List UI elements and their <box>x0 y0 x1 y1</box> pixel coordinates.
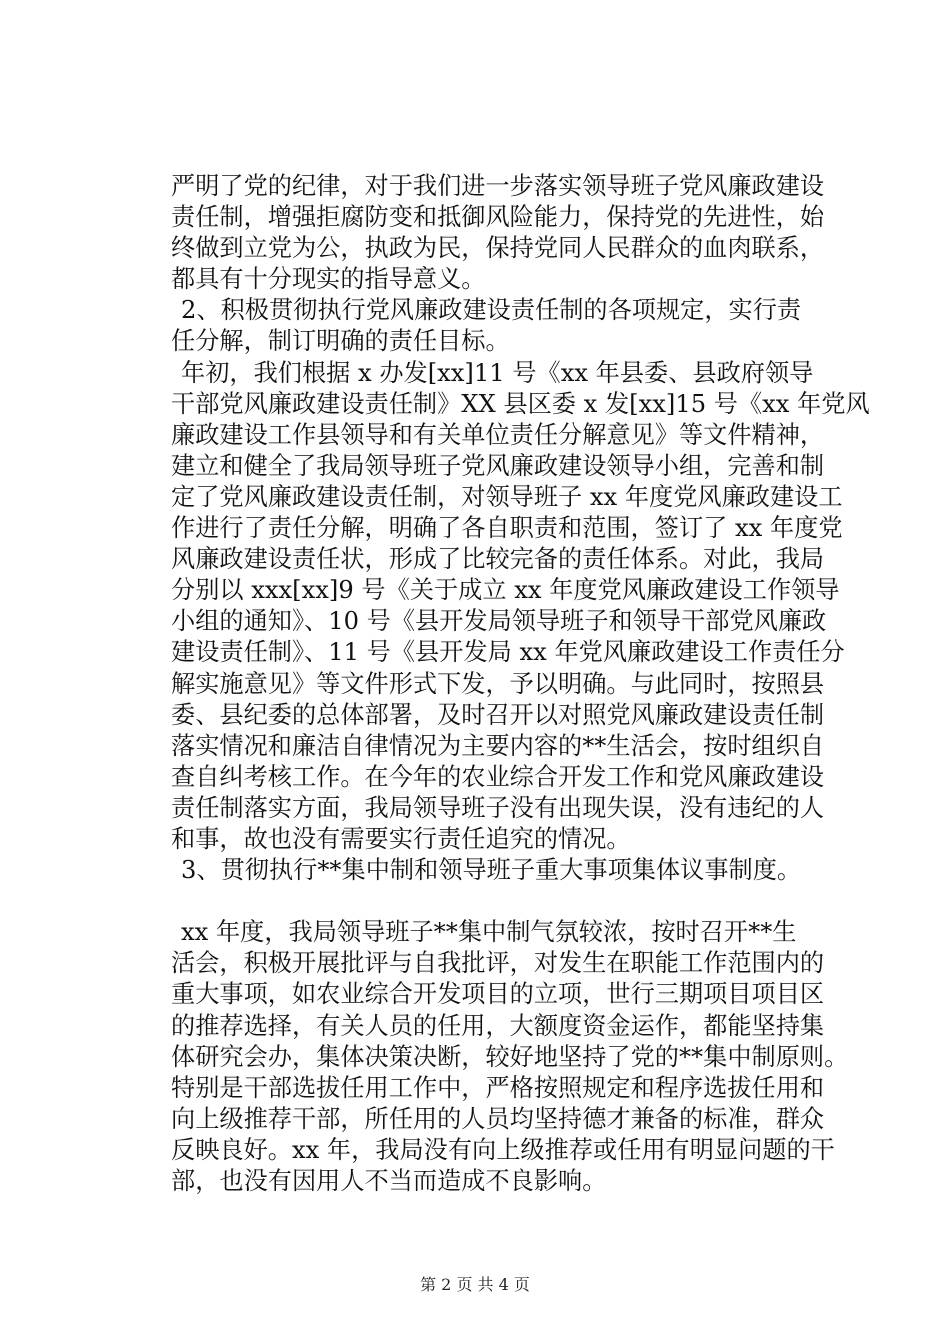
text-line: 风廉政建设责任状，形成了比较完备的责任体系。对此，我局 <box>171 545 825 574</box>
text-line: 廉政建设工作县领导和有关单位责任分解意见》等文件精神， <box>171 420 825 449</box>
text-line: 终做到立党为公，执政为民，保持党同人民群众的血肉联系， <box>171 234 825 263</box>
page-number: 第 2 页 共 4 页 <box>420 1275 530 1294</box>
text-line: 体研究会办，集体决策决断，较好地坚持了党的**集中制原则。 <box>171 1042 849 1071</box>
text-line: 落实情况和廉洁自律情况为主要内容的**生活会，按时组织自 <box>171 731 825 760</box>
text-line: 向上级推荐干部，所任用的人员均坚持德才兼备的标准，群众 <box>171 1104 825 1133</box>
text-line: 责任制落实方面，我局领导班子没有出现失误，没有违纪的人 <box>171 793 825 822</box>
document-body <box>171 171 870 1197</box>
text-line: 任分解，制订明确的责任目标。 <box>171 327 510 356</box>
text-line: 作进行了责任分解，明确了各自职责和范围，签订了 xx 年度党 <box>171 514 843 543</box>
text-line: 查自纠考核工作。在今年的农业综合开发工作和党风廉政建设 <box>171 762 825 791</box>
text-line: 反映良好。xx 年，我局没有向上级推荐或任用有明显问题的干 <box>171 1135 835 1164</box>
text-line: 的推荐选择，有关人员的任用，大额度资金运作，都能坚持集 <box>171 1011 825 1040</box>
text-line: 定了党风廉政建设责任制，对领导班子 xx 年度党风廉政建设工 <box>171 482 843 511</box>
text-line: 严明了党的纪律，对于我们进一步落实领导班子党风廉政建设 <box>171 172 825 200</box>
text-line: 3、贯彻执行**集中制和领导班子重大事项集体议事制度。 <box>181 856 802 885</box>
text-line: 特别是干部选拔任用工作中，严格按照规定和程序选拔任用和 <box>171 1073 825 1102</box>
text-line: 都具有十分现实的指导意义。 <box>171 265 486 294</box>
text-line: 2、积极贯彻执行党风廉政建设责任制的各项规定，实行责 <box>181 296 802 325</box>
text-line: 干部党风廉政建设责任制》XX 县区委 x 发[xx]15 号《xx 年党风 <box>171 389 870 418</box>
text-line: 责任制，增强拒腐防变和抵御风险能力，保持党的先进性，始 <box>171 203 825 232</box>
text-line: 年初，我们根据 x 办发[xx]11 号《xx 年县委、县政府领导 <box>181 358 814 387</box>
text-line: 委、县纪委的总体部署，及时召开以对照党风廉政建设责任制 <box>171 700 825 729</box>
text-line: 小组的通知》、10 号《县开发局领导班子和领导干部党风廉政 <box>171 607 827 636</box>
text-line: 解实施意见》等文件形式下发，予以明确。与此同时，按照县 <box>171 669 825 698</box>
text-line: xx 年度，我局领导班子**集中制气氛较浓，按时召开**生 <box>181 918 797 947</box>
text-line: 建立和健全了我局领导班子党风廉政建设领导小组，完善和制 <box>171 451 825 480</box>
text-line: 活会，积极开展批评与自我批评，对发生在职能工作范围内的 <box>171 949 825 978</box>
text-line: 分别以 xxx[xx]9 号《关于成立 xx 年度党风廉政建设工作领导 <box>171 576 840 605</box>
blank-line <box>171 886 783 917</box>
text-line: 部，也没有因用人不当而造成不良影响。 <box>171 1167 607 1195</box>
text-line: 重大事项，如农业综合开发项目的立项，世行三期项目项目区 <box>171 980 825 1009</box>
text-line: 和事，故也没有需要实行责任追究的情况。 <box>171 824 631 853</box>
text-line: 建设责任制》、11 号《县开发局 xx 年党风廉政建设工作责任分 <box>171 638 845 667</box>
